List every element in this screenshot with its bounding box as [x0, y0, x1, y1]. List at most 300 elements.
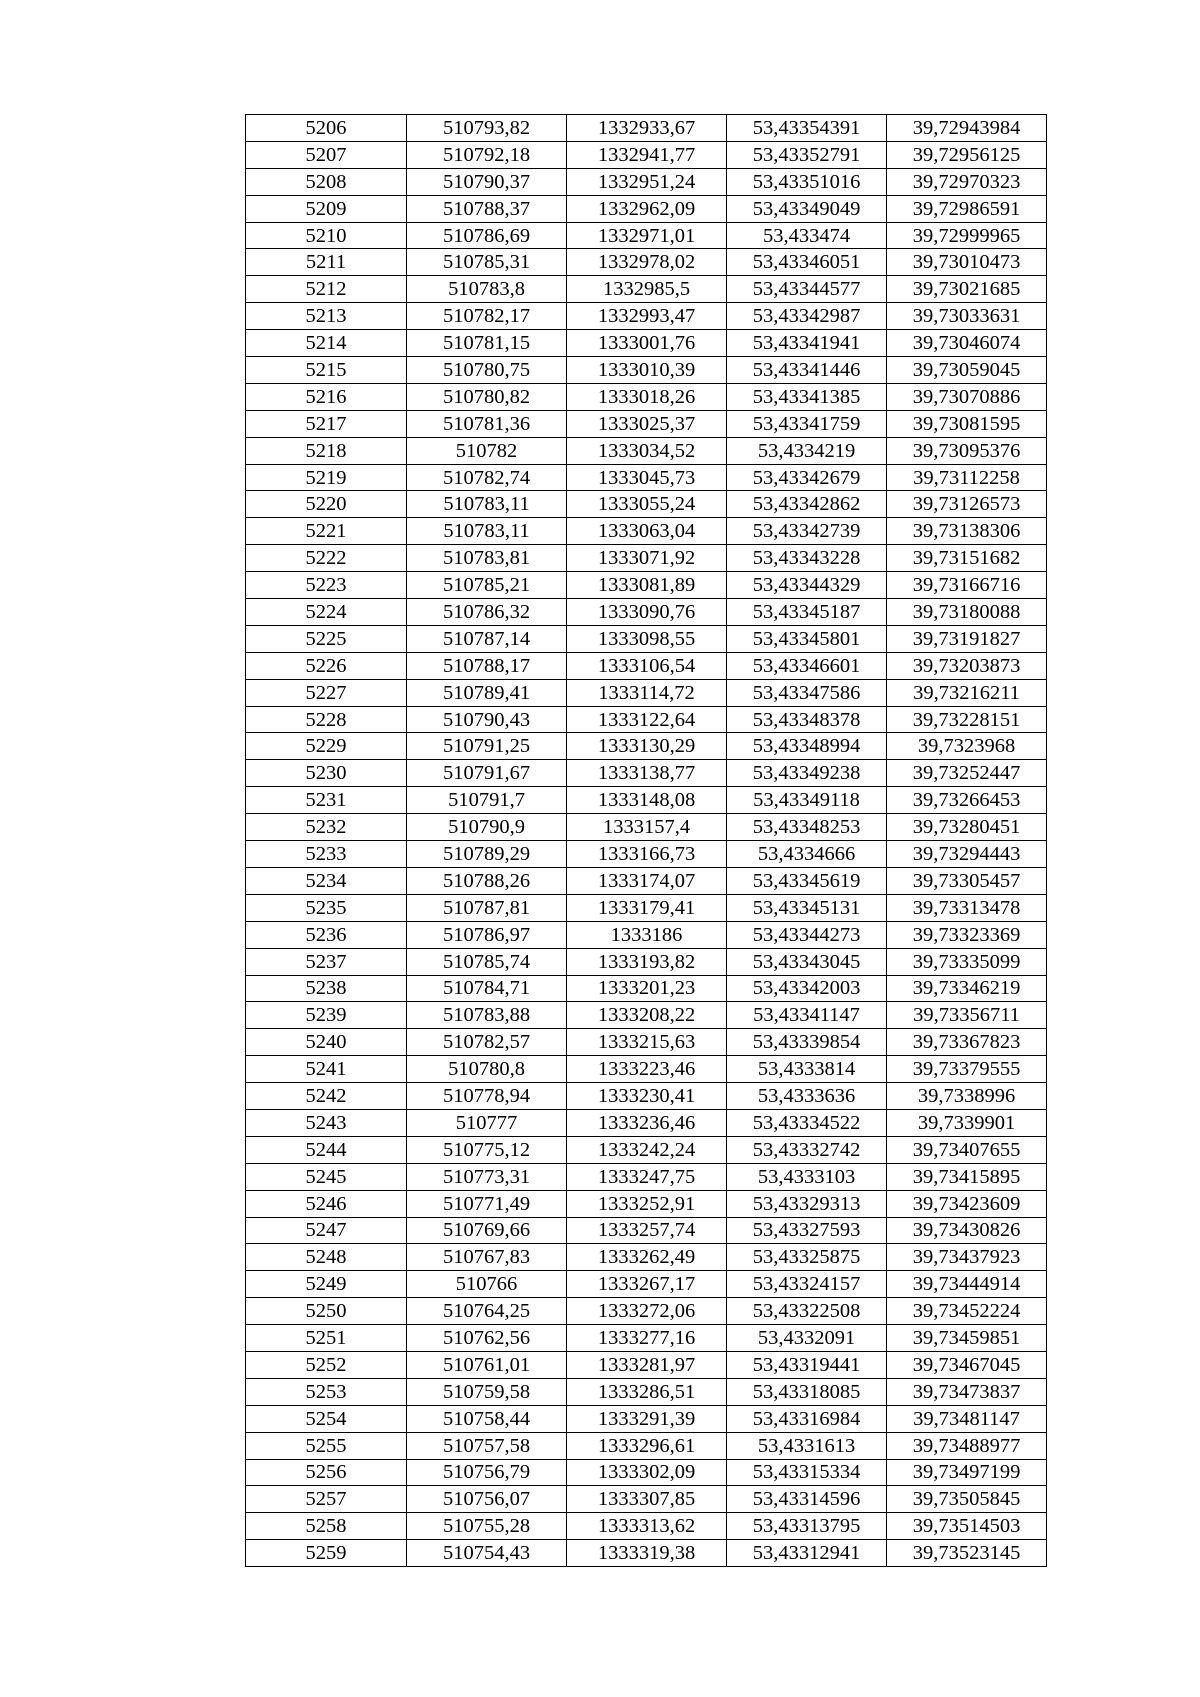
latitude-cell: 53,43327593 [727, 1217, 887, 1244]
table-row [246, 948, 1047, 975]
longitude-cell: 39,73497199 [887, 1459, 1047, 1486]
latitude-cell: 53,43316984 [727, 1405, 887, 1432]
longitude-cell: 39,73216211 [887, 679, 1047, 706]
latitude-cell: 53,43343228 [727, 545, 887, 572]
longitude-cell: 39,73151682 [887, 545, 1047, 572]
point-number-cell: 5231 [246, 787, 407, 814]
point-number-cell: 5248 [246, 1244, 407, 1271]
latitude-cell: 53,43342987 [727, 303, 887, 330]
point-number-cell: 5218 [246, 437, 407, 464]
point-number-cell: 5246 [246, 1190, 407, 1217]
table-row [246, 787, 1047, 814]
longitude-cell: 39,73180088 [887, 599, 1047, 626]
latitude-cell: 53,43324157 [727, 1271, 887, 1298]
point-number-cell: 5224 [246, 599, 407, 626]
x-coordinate-cell: 510780,8 [407, 1056, 567, 1083]
x-coordinate-cell: 510783,11 [407, 518, 567, 545]
point-number-cell: 5236 [246, 921, 407, 948]
table-row [246, 1513, 1047, 1540]
point-number-cell: 5213 [246, 303, 407, 330]
latitude-cell: 53,43314596 [727, 1486, 887, 1513]
table-row [246, 625, 1047, 652]
table-row [246, 921, 1047, 948]
y-coordinate-cell: 1333215,63 [567, 1029, 727, 1056]
longitude-cell: 39,73437923 [887, 1244, 1047, 1271]
latitude-cell: 53,43349238 [727, 760, 887, 787]
y-coordinate-cell: 1333277,16 [567, 1325, 727, 1352]
table-row [246, 491, 1047, 518]
longitude-cell: 39,72999965 [887, 222, 1047, 249]
table-row [246, 1459, 1047, 1486]
table-row [246, 1432, 1047, 1459]
latitude-cell: 53,43329313 [727, 1190, 887, 1217]
y-coordinate-cell: 1332941,77 [567, 141, 727, 168]
point-number-cell: 5237 [246, 948, 407, 975]
y-coordinate-cell: 1333313,62 [567, 1513, 727, 1540]
table-row [246, 975, 1047, 1002]
longitude-cell: 39,73252447 [887, 760, 1047, 787]
y-coordinate-cell: 1333001,76 [567, 330, 727, 357]
x-coordinate-cell: 510783,81 [407, 545, 567, 572]
y-coordinate-cell: 1333286,51 [567, 1378, 727, 1405]
point-number-cell: 5226 [246, 652, 407, 679]
longitude-cell: 39,73423609 [887, 1190, 1047, 1217]
y-coordinate-cell: 1333122,64 [567, 706, 727, 733]
x-coordinate-cell: 510785,31 [407, 249, 567, 276]
longitude-cell: 39,7338996 [887, 1083, 1047, 1110]
x-coordinate-cell: 510793,82 [407, 115, 567, 142]
point-number-cell: 5228 [246, 706, 407, 733]
table-row [246, 1083, 1047, 1110]
table-row [246, 1217, 1047, 1244]
table-row [246, 330, 1047, 357]
x-coordinate-cell: 510784,71 [407, 975, 567, 1002]
point-number-cell: 5252 [246, 1351, 407, 1378]
latitude-cell: 53,4333814 [727, 1056, 887, 1083]
table-row [246, 276, 1047, 303]
table-row [246, 652, 1047, 679]
longitude-cell: 39,73356711 [887, 1002, 1047, 1029]
y-coordinate-cell: 1333247,75 [567, 1163, 727, 1190]
y-coordinate-cell: 1333138,77 [567, 760, 727, 787]
point-number-cell: 5259 [246, 1540, 407, 1567]
point-number-cell: 5225 [246, 625, 407, 652]
x-coordinate-cell: 510787,14 [407, 625, 567, 652]
point-number-cell: 5215 [246, 357, 407, 384]
table-row [246, 1163, 1047, 1190]
y-coordinate-cell: 1332978,02 [567, 249, 727, 276]
point-number-cell: 5245 [246, 1163, 407, 1190]
longitude-cell: 39,73430826 [887, 1217, 1047, 1244]
table-row [246, 464, 1047, 491]
table-row [246, 437, 1047, 464]
x-coordinate-cell: 510778,94 [407, 1083, 567, 1110]
x-coordinate-cell: 510787,81 [407, 894, 567, 921]
point-number-cell: 5222 [246, 545, 407, 572]
table-row [246, 1486, 1047, 1513]
point-number-cell: 5208 [246, 168, 407, 195]
table-row [246, 222, 1047, 249]
latitude-cell: 53,43345801 [727, 625, 887, 652]
x-coordinate-cell: 510781,15 [407, 330, 567, 357]
longitude-cell: 39,7339901 [887, 1109, 1047, 1136]
latitude-cell: 53,43312941 [727, 1540, 887, 1567]
longitude-cell: 39,73033631 [887, 303, 1047, 330]
x-coordinate-cell: 510789,41 [407, 679, 567, 706]
longitude-cell: 39,73488977 [887, 1432, 1047, 1459]
longitude-cell: 39,73415895 [887, 1163, 1047, 1190]
latitude-cell: 53,43318085 [727, 1378, 887, 1405]
latitude-cell: 53,43347586 [727, 679, 887, 706]
y-coordinate-cell: 1333267,17 [567, 1271, 727, 1298]
x-coordinate-cell: 510782,57 [407, 1029, 567, 1056]
point-number-cell: 5232 [246, 814, 407, 841]
x-coordinate-cell: 510764,25 [407, 1298, 567, 1325]
y-coordinate-cell: 1333045,73 [567, 464, 727, 491]
longitude-cell: 39,73505845 [887, 1486, 1047, 1513]
point-number-cell: 5210 [246, 222, 407, 249]
x-coordinate-cell: 510785,74 [407, 948, 567, 975]
longitude-cell: 39,73266453 [887, 787, 1047, 814]
x-coordinate-cell: 510767,83 [407, 1244, 567, 1271]
y-coordinate-cell: 1332993,47 [567, 303, 727, 330]
y-coordinate-cell: 1333257,74 [567, 1217, 727, 1244]
y-coordinate-cell: 1333296,61 [567, 1432, 727, 1459]
table-row [246, 1351, 1047, 1378]
x-coordinate-cell: 510783,11 [407, 491, 567, 518]
x-coordinate-cell: 510792,18 [407, 141, 567, 168]
x-coordinate-cell: 510780,82 [407, 383, 567, 410]
point-number-cell: 5206 [246, 115, 407, 142]
y-coordinate-cell: 1333063,04 [567, 518, 727, 545]
latitude-cell: 53,43341941 [727, 330, 887, 357]
x-coordinate-cell: 510775,12 [407, 1136, 567, 1163]
y-coordinate-cell: 1333302,09 [567, 1459, 727, 1486]
point-number-cell: 5220 [246, 491, 407, 518]
y-coordinate-cell: 1333201,23 [567, 975, 727, 1002]
point-number-cell: 5211 [246, 249, 407, 276]
point-number-cell: 5223 [246, 572, 407, 599]
longitude-cell: 39,73010473 [887, 249, 1047, 276]
longitude-cell: 39,7323968 [887, 733, 1047, 760]
x-coordinate-cell: 510766 [407, 1271, 567, 1298]
point-number-cell: 5247 [246, 1217, 407, 1244]
table-row [246, 599, 1047, 626]
y-coordinate-cell: 1333230,41 [567, 1083, 727, 1110]
latitude-cell: 53,43349118 [727, 787, 887, 814]
latitude-cell: 53,43349049 [727, 195, 887, 222]
table-row [246, 518, 1047, 545]
y-coordinate-cell: 1333106,54 [567, 652, 727, 679]
x-coordinate-cell: 510781,36 [407, 410, 567, 437]
x-coordinate-cell: 510771,49 [407, 1190, 567, 1217]
y-coordinate-cell: 1332985,5 [567, 276, 727, 303]
longitude-cell: 39,73467045 [887, 1351, 1047, 1378]
y-coordinate-cell: 1333281,97 [567, 1351, 727, 1378]
latitude-cell: 53,43352791 [727, 141, 887, 168]
y-coordinate-cell: 1333166,73 [567, 841, 727, 868]
latitude-cell: 53,43344329 [727, 572, 887, 599]
table-row [246, 572, 1047, 599]
y-coordinate-cell: 1333174,07 [567, 867, 727, 894]
x-coordinate-cell: 510786,69 [407, 222, 567, 249]
latitude-cell: 53,43346601 [727, 652, 887, 679]
point-number-cell: 5221 [246, 518, 407, 545]
latitude-cell: 53,43325875 [727, 1244, 887, 1271]
y-coordinate-cell: 1333081,89 [567, 572, 727, 599]
longitude-cell: 39,73473837 [887, 1378, 1047, 1405]
x-coordinate-cell: 510761,01 [407, 1351, 567, 1378]
point-number-cell: 5251 [246, 1325, 407, 1352]
x-coordinate-cell: 510762,56 [407, 1325, 567, 1352]
point-number-cell: 5212 [246, 276, 407, 303]
point-number-cell: 5242 [246, 1083, 407, 1110]
table-row [246, 195, 1047, 222]
point-number-cell: 5256 [246, 1459, 407, 1486]
point-number-cell: 5238 [246, 975, 407, 1002]
point-number-cell: 5243 [246, 1109, 407, 1136]
table-row [246, 1271, 1047, 1298]
longitude-cell: 39,73046074 [887, 330, 1047, 357]
latitude-cell: 53,4331613 [727, 1432, 887, 1459]
latitude-cell: 53,4333636 [727, 1083, 887, 1110]
y-coordinate-cell: 1333010,39 [567, 357, 727, 384]
table-row [246, 760, 1047, 787]
y-coordinate-cell: 1332971,01 [567, 222, 727, 249]
table-row [246, 1244, 1047, 1271]
longitude-cell: 39,73191827 [887, 625, 1047, 652]
point-number-cell: 5255 [246, 1432, 407, 1459]
x-coordinate-cell: 510782,17 [407, 303, 567, 330]
point-number-cell: 5233 [246, 841, 407, 868]
x-coordinate-cell: 510788,26 [407, 867, 567, 894]
latitude-cell: 53,43348253 [727, 814, 887, 841]
latitude-cell: 53,4334666 [727, 841, 887, 868]
latitude-cell: 53,43342003 [727, 975, 887, 1002]
longitude-cell: 39,73126573 [887, 491, 1047, 518]
point-number-cell: 5216 [246, 383, 407, 410]
y-coordinate-cell: 1333193,82 [567, 948, 727, 975]
point-number-cell: 5258 [246, 1513, 407, 1540]
x-coordinate-cell: 510757,58 [407, 1432, 567, 1459]
table-row [246, 249, 1047, 276]
latitude-cell: 53,43354391 [727, 115, 887, 142]
point-number-cell: 5239 [246, 1002, 407, 1029]
longitude-cell: 39,73481147 [887, 1405, 1047, 1432]
y-coordinate-cell: 1333236,46 [567, 1109, 727, 1136]
latitude-cell: 53,43343045 [727, 948, 887, 975]
y-coordinate-cell: 1332951,24 [567, 168, 727, 195]
latitude-cell: 53,43342739 [727, 518, 887, 545]
point-number-cell: 5254 [246, 1405, 407, 1432]
latitude-cell: 53,43344577 [727, 276, 887, 303]
latitude-cell: 53,43341446 [727, 357, 887, 384]
x-coordinate-cell: 510756,07 [407, 1486, 567, 1513]
longitude-cell: 39,72970323 [887, 168, 1047, 195]
table-row [246, 1190, 1047, 1217]
latitude-cell: 53,43332742 [727, 1136, 887, 1163]
table-row [246, 545, 1047, 572]
longitude-cell: 39,72986591 [887, 195, 1047, 222]
table-row [246, 1136, 1047, 1163]
longitude-cell: 39,72956125 [887, 141, 1047, 168]
x-coordinate-cell: 510756,79 [407, 1459, 567, 1486]
longitude-cell: 39,73407655 [887, 1136, 1047, 1163]
table-row [246, 168, 1047, 195]
table-row [246, 1002, 1047, 1029]
latitude-cell: 53,43341147 [727, 1002, 887, 1029]
latitude-cell: 53,43339854 [727, 1029, 887, 1056]
point-number-cell: 5253 [246, 1378, 407, 1405]
table-row [246, 1378, 1047, 1405]
y-coordinate-cell: 1333272,06 [567, 1298, 727, 1325]
table-row [246, 867, 1047, 894]
x-coordinate-cell: 510791,25 [407, 733, 567, 760]
point-number-cell: 5257 [246, 1486, 407, 1513]
latitude-cell: 53,43334522 [727, 1109, 887, 1136]
x-coordinate-cell: 510786,32 [407, 599, 567, 626]
y-coordinate-cell: 1333098,55 [567, 625, 727, 652]
point-number-cell: 5214 [246, 330, 407, 357]
latitude-cell: 53,43344273 [727, 921, 887, 948]
point-number-cell: 5234 [246, 867, 407, 894]
x-coordinate-cell: 510789,29 [407, 841, 567, 868]
longitude-cell: 39,73323369 [887, 921, 1047, 948]
x-coordinate-cell: 510755,28 [407, 1513, 567, 1540]
longitude-cell: 39,73112258 [887, 464, 1047, 491]
y-coordinate-cell: 1333025,37 [567, 410, 727, 437]
longitude-cell: 39,73021685 [887, 276, 1047, 303]
table-row [246, 1056, 1047, 1083]
y-coordinate-cell: 1333114,72 [567, 679, 727, 706]
longitude-cell: 39,73138306 [887, 518, 1047, 545]
latitude-cell: 53,43342679 [727, 464, 887, 491]
x-coordinate-cell: 510786,97 [407, 921, 567, 948]
latitude-cell: 53,4332091 [727, 1325, 887, 1352]
longitude-cell: 39,73294443 [887, 841, 1047, 868]
latitude-cell: 53,43346051 [727, 249, 887, 276]
point-number-cell: 5209 [246, 195, 407, 222]
y-coordinate-cell: 1333148,08 [567, 787, 727, 814]
x-coordinate-cell: 510790,43 [407, 706, 567, 733]
x-coordinate-cell: 510791,67 [407, 760, 567, 787]
table-row [246, 1540, 1047, 1567]
latitude-cell: 53,433474 [727, 222, 887, 249]
y-coordinate-cell: 1333090,76 [567, 599, 727, 626]
y-coordinate-cell: 1333130,29 [567, 733, 727, 760]
longitude-cell: 39,73459851 [887, 1325, 1047, 1352]
longitude-cell: 39,73346219 [887, 975, 1047, 1002]
x-coordinate-cell: 510754,43 [407, 1540, 567, 1567]
longitude-cell: 39,73514503 [887, 1513, 1047, 1540]
latitude-cell: 53,43345187 [727, 599, 887, 626]
x-coordinate-cell: 510788,17 [407, 652, 567, 679]
table-row [246, 410, 1047, 437]
point-number-cell: 5249 [246, 1271, 407, 1298]
y-coordinate-cell: 1333071,92 [567, 545, 727, 572]
latitude-cell: 53,43348378 [727, 706, 887, 733]
coordinates-table [245, 114, 1047, 1567]
latitude-cell: 53,43348994 [727, 733, 887, 760]
latitude-cell: 53,43345131 [727, 894, 887, 921]
latitude-cell: 53,4334219 [727, 437, 887, 464]
longitude-cell: 39,73203873 [887, 652, 1047, 679]
y-coordinate-cell: 1333291,39 [567, 1405, 727, 1432]
table-row [246, 383, 1047, 410]
x-coordinate-cell: 510791,7 [407, 787, 567, 814]
point-number-cell: 5244 [246, 1136, 407, 1163]
table-row [246, 894, 1047, 921]
point-number-cell: 5240 [246, 1029, 407, 1056]
table-row [246, 814, 1047, 841]
y-coordinate-cell: 1333018,26 [567, 383, 727, 410]
x-coordinate-cell: 510777 [407, 1109, 567, 1136]
table-row [246, 1109, 1047, 1136]
table-row [246, 706, 1047, 733]
table-row [246, 1405, 1047, 1432]
x-coordinate-cell: 510758,44 [407, 1405, 567, 1432]
longitude-cell: 39,73313478 [887, 894, 1047, 921]
x-coordinate-cell: 510783,88 [407, 1002, 567, 1029]
table-row [246, 1029, 1047, 1056]
y-coordinate-cell: 1333186 [567, 921, 727, 948]
longitude-cell: 39,73444914 [887, 1271, 1047, 1298]
x-coordinate-cell: 510785,21 [407, 572, 567, 599]
y-coordinate-cell: 1333242,24 [567, 1136, 727, 1163]
table-row [246, 841, 1047, 868]
longitude-cell: 39,73081595 [887, 410, 1047, 437]
y-coordinate-cell: 1333055,24 [567, 491, 727, 518]
table-row [246, 733, 1047, 760]
x-coordinate-cell: 510788,37 [407, 195, 567, 222]
point-number-cell: 5219 [246, 464, 407, 491]
longitude-cell: 39,73095376 [887, 437, 1047, 464]
y-coordinate-cell: 1333157,4 [567, 814, 727, 841]
x-coordinate-cell: 510780,75 [407, 357, 567, 384]
point-number-cell: 5229 [246, 733, 407, 760]
longitude-cell: 39,73335099 [887, 948, 1047, 975]
x-coordinate-cell: 510773,31 [407, 1163, 567, 1190]
longitude-cell: 39,72943984 [887, 115, 1047, 142]
latitude-cell: 53,43313795 [727, 1513, 887, 1540]
longitude-cell: 39,73452224 [887, 1298, 1047, 1325]
point-number-cell: 5207 [246, 141, 407, 168]
latitude-cell: 53,43341759 [727, 410, 887, 437]
y-coordinate-cell: 1333319,38 [567, 1540, 727, 1567]
y-coordinate-cell: 1333262,49 [567, 1244, 727, 1271]
table-row [246, 679, 1047, 706]
y-coordinate-cell: 1333179,41 [567, 894, 727, 921]
latitude-cell: 53,43315334 [727, 1459, 887, 1486]
longitude-cell: 39,73367823 [887, 1029, 1047, 1056]
table-row [246, 1298, 1047, 1325]
y-coordinate-cell: 1332933,67 [567, 115, 727, 142]
y-coordinate-cell: 1333208,22 [567, 1002, 727, 1029]
coordinates-table-body [246, 115, 1047, 1567]
point-number-cell: 5241 [246, 1056, 407, 1083]
longitude-cell: 39,73059045 [887, 357, 1047, 384]
latitude-cell: 53,43345619 [727, 867, 887, 894]
table-row [246, 357, 1047, 384]
longitude-cell: 39,73070886 [887, 383, 1047, 410]
longitude-cell: 39,73228151 [887, 706, 1047, 733]
latitude-cell: 53,43342862 [727, 491, 887, 518]
latitude-cell: 53,4333103 [727, 1163, 887, 1190]
y-coordinate-cell: 1333307,85 [567, 1486, 727, 1513]
longitude-cell: 39,73305457 [887, 867, 1047, 894]
point-number-cell: 5227 [246, 679, 407, 706]
latitude-cell: 53,43319441 [727, 1351, 887, 1378]
